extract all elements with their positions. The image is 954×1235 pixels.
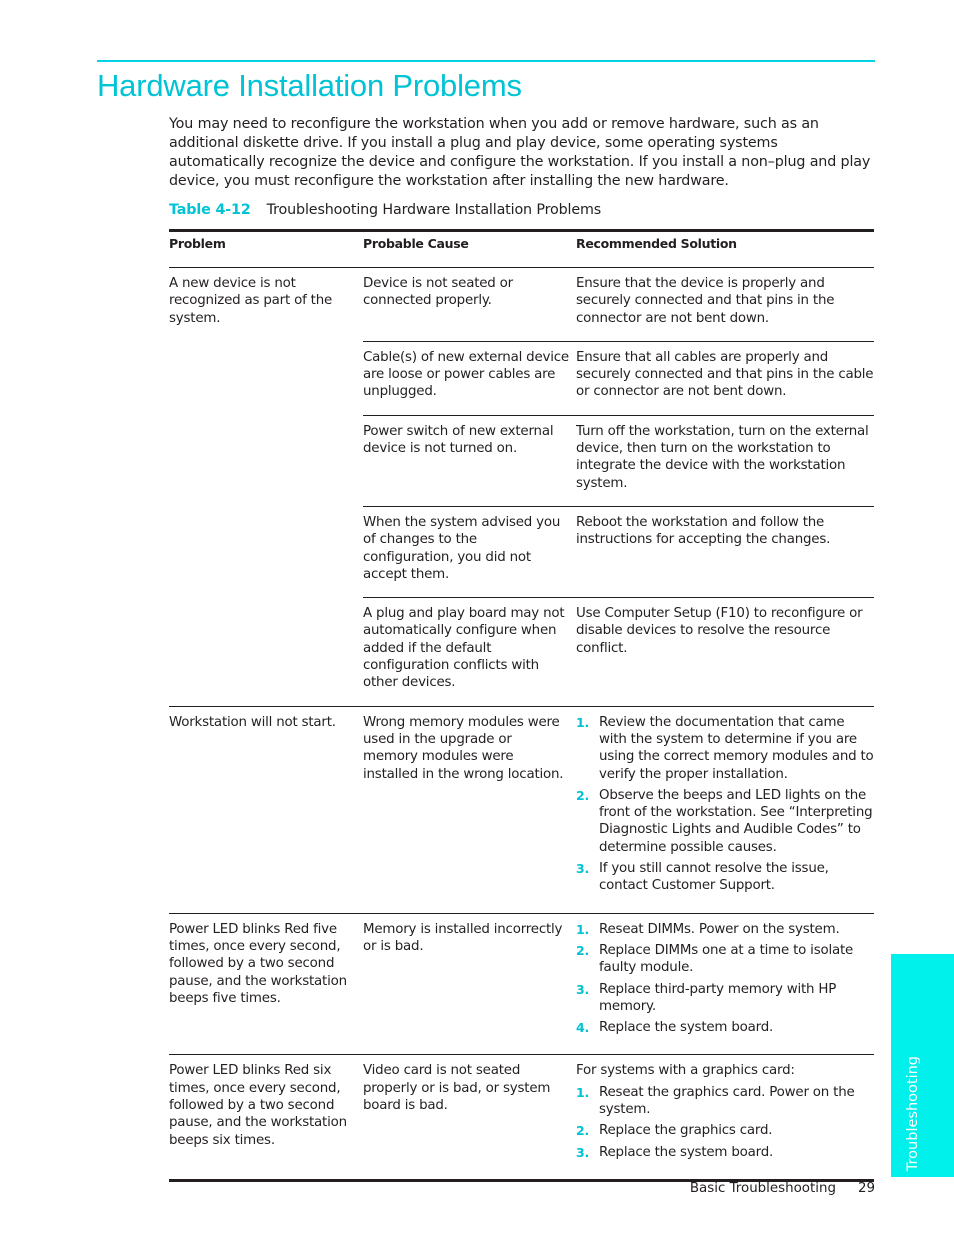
table-number: Table 4-12 (169, 202, 251, 218)
problem-group (169, 914, 874, 1056)
step-text: Reseat the graphics card. Power on the system. (599, 1084, 855, 1117)
solution-steps (576, 714, 874, 895)
list-item (576, 714, 874, 783)
solution-cell: Use Computer Setup (F10) to reconfigure or disable devices to resolve the resource conflict. (576, 606, 863, 656)
side-tab-label: Troubleshooting (905, 1055, 921, 1171)
solution-cell (576, 914, 874, 1055)
cause-cell: Device is not seated or connected properly. (363, 276, 513, 309)
table-row (363, 1055, 874, 1178)
solution-cell (576, 707, 874, 913)
table-caption-text: Troubleshooting Hardware Installation Problems (266, 202, 602, 218)
list-item (576, 860, 874, 895)
cause-cell: A plug and play board may not automatically configure when added if the default configuration conflicts with other devices. (363, 606, 565, 691)
cause-cell: Cable(s) of new external device are loose or power cables are unplugged. (363, 349, 569, 400)
solution-cell: Ensure that the device is properly and securely connected and that pins in the connector are not bent down. (576, 276, 835, 326)
step-number: 3. (576, 1144, 590, 1160)
intro-paragraph: You may need to reconfigure the workstation when you add or remove hardware, such as an additional diskette drive. If you install a plug and play device, some operating systems automatically recognize the device and configure the workstation. If you install a non–plug and play device, you must reconfigure the workstation after installing the new hardware. (169, 116, 871, 189)
table-row (363, 507, 874, 598)
table-caption (169, 201, 601, 220)
step-text: Replace the system board. (599, 1144, 774, 1160)
title-rule (97, 60, 875, 62)
problem-cell: Power LED blinks Red six times, once every second, followed by a two second pause, and the workstation beeps six times. (169, 1063, 347, 1148)
solution-steps (576, 1084, 874, 1161)
step-number: 1. (576, 921, 590, 937)
solution-cell: Turn off the workstation, turn on the external device, then turn on the workstation to integrate the device with the workstation system. (576, 423, 869, 491)
cause-cell: Wrong memory modules were used in the upgrade or memory modules were installed in the wrong location. (363, 714, 564, 782)
step-number: 1. (576, 714, 590, 730)
problem-group (169, 1055, 874, 1178)
cause-cell: Memory is installed incorrectly or is bad. (363, 921, 563, 954)
list-item (576, 981, 874, 1016)
list-item (576, 787, 874, 856)
step-text: If you still cannot resolve the issue, contact Customer Support. (599, 861, 829, 894)
footer-section: Basic Troubleshooting (689, 1181, 836, 1196)
chapter-side-tab (891, 954, 954, 1177)
solution-lead-text: For systems with a graphics card: (576, 1063, 795, 1079)
list-item (576, 1084, 874, 1119)
problem-group (169, 268, 874, 707)
list-item (576, 942, 874, 977)
header-probable-cause: Probable Cause (363, 236, 469, 251)
step-number: 2. (576, 1123, 590, 1139)
step-number: 3. (576, 861, 590, 877)
troubleshooting-table (169, 229, 874, 1182)
page-footer (690, 1180, 875, 1197)
solution-cell (576, 1055, 874, 1178)
problem-cell: Workstation will not start. (169, 714, 336, 730)
table-row (363, 342, 874, 416)
header-recommended-solution: Recommended Solution (576, 236, 737, 251)
cause-cell: Video card is not seated properly or is bad, or system board is bad. (363, 1063, 551, 1113)
solution-cell: Reboot the workstation and follow the instructions for accepting the changes. (576, 514, 831, 548)
step-text: Replace third-party memory with HP memory. (599, 981, 837, 1014)
solution-steps (576, 921, 874, 1037)
step-number: 4. (576, 1020, 590, 1036)
step-text: Replace the graphics card. (599, 1123, 773, 1139)
step-text: Reseat DIMMs. Power on the system. (599, 921, 840, 937)
header-problem: Problem (169, 236, 226, 251)
solution-cell: Ensure that all cables are properly and securely connected and that pins in the cable or connector are not bent down. (576, 349, 874, 400)
table-row (363, 416, 874, 507)
problem-cell: A new device is not recognized as part of the system. (169, 276, 333, 326)
step-text: Replace the system board. (599, 1020, 774, 1036)
page-title: Hardware Installation Problems (97, 68, 522, 103)
list-item (576, 1144, 874, 1161)
table-row (363, 598, 874, 705)
problem-cell: Power LED blinks Red five times, once every second, followed by a two second pause, and the workstation beeps five times. (169, 921, 347, 1006)
cause-cell: When the system advised you of changes to the configuration, you did not accept them. (363, 514, 561, 582)
list-item (576, 921, 874, 938)
page-number: 29 (857, 1181, 875, 1196)
step-number: 1. (576, 1084, 590, 1100)
step-number: 3. (576, 981, 590, 997)
step-text: Replace DIMMs one at a time to isolate faulty module. (599, 942, 854, 976)
cause-cell: Power switch of new external device is not turned on. (363, 423, 554, 457)
step-text: Observe the beeps and LED lights on the front of the workstation. See “Interpreting Diagnostic Lights and Audible Codes” to determine possible causes. (599, 787, 873, 855)
table-header-row (169, 232, 874, 268)
table-row (363, 268, 874, 342)
list-item (576, 1122, 874, 1139)
step-number: 2. (576, 787, 590, 803)
list-item (576, 1019, 874, 1036)
step-number: 2. (576, 942, 590, 958)
step-text: Review the documentation that came with the system to determine if you are using the correct memory modules and to verify the proper installation. (599, 714, 874, 782)
problem-group (169, 707, 874, 914)
table-row (363, 914, 874, 1055)
table-row (363, 707, 874, 913)
